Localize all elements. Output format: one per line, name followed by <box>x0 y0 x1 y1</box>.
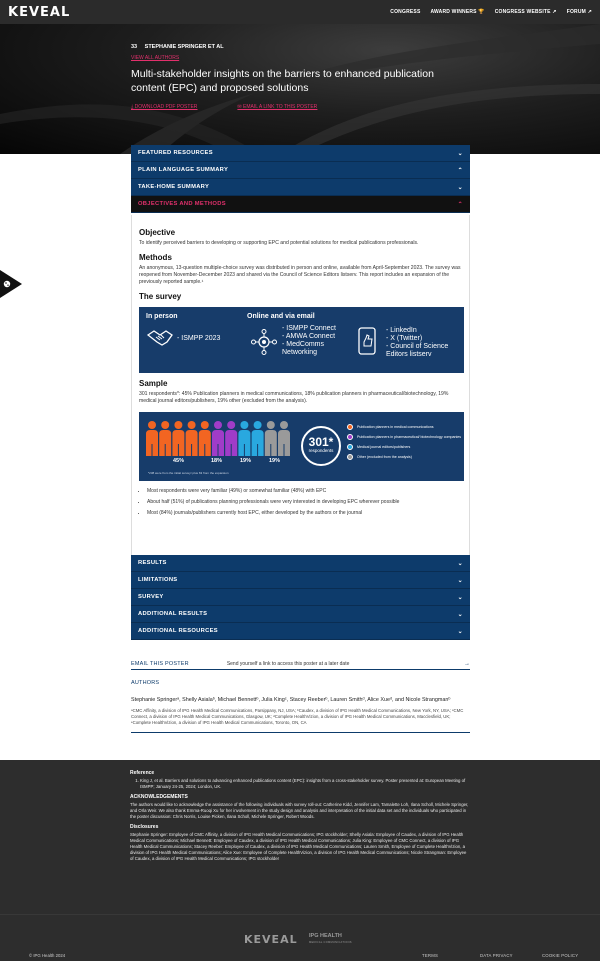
finding-item: • About half (51%) of publications planning professionals were very interested in developing EPC wherever possible <box>147 499 462 505</box>
social-item: Editors listserv <box>386 351 432 358</box>
sample-heading: Sample <box>139 379 168 388</box>
nav-link-forum[interactable]: FORUM ↗ <box>566 9 592 15</box>
authors-heading: AUTHORS <box>131 680 160 686</box>
accordion-label: LIMITATIONS <box>138 577 178 583</box>
accordion-label: FEATURED RESOURCES <box>138 150 213 156</box>
person-figure <box>172 421 184 456</box>
legend-dot <box>347 434 353 440</box>
email-poster-description: Send yourself a link to access this poster at a later date <box>226 661 350 667</box>
objective-heading: Objective <box>139 228 176 237</box>
online-item: - MedComms <box>282 341 325 348</box>
respondents-circle <box>301 426 341 466</box>
divider <box>131 732 470 733</box>
accordion-label: SURVEY <box>138 594 164 600</box>
in-person-item: - ISMPP 2023 <box>177 335 221 342</box>
respondents-label: respondents <box>308 448 334 453</box>
top-nav <box>0 0 600 24</box>
poster-author: STEPHANIE SPRINGER ET AL <box>144 44 224 50</box>
site-footer <box>0 914 600 961</box>
respondent-figures <box>145 420 295 458</box>
person-figure <box>186 421 198 456</box>
legend-label: Other (excluded from the analysis) <box>357 455 412 459</box>
chevron-down-icon: ⌄ <box>457 560 463 567</box>
ipg-name: IPG HEALTH <box>309 933 342 939</box>
references-section <box>0 760 600 914</box>
chevron-down-icon: ⌄ <box>457 611 463 618</box>
accordion-limitations[interactable] <box>131 572 470 589</box>
nav-link-award-winners[interactable]: AWARD WINNERS 🏆 <box>430 9 485 15</box>
person-figure <box>146 421 158 456</box>
person-figure <box>238 421 250 456</box>
finding-item: • Most (84%) journals/publishers currently host EPC, either developed by the authors or the journal <box>147 510 462 516</box>
methods-heading: Methods <box>139 253 172 262</box>
nav-link-congress-website[interactable]: CONGRESS WEBSITE ↗ <box>494 9 557 15</box>
online-list <box>282 325 336 357</box>
online-item: - ISMPP Connect <box>282 325 336 332</box>
person-figure <box>212 421 224 456</box>
chevron-down-icon: ⌄ <box>457 577 463 584</box>
in-person-label: In person <box>146 313 178 320</box>
accordion-top <box>131 145 470 213</box>
email-poster-label: EMAIL A LINK TO THIS POSTER <box>243 104 318 110</box>
respondents-number: 301* <box>308 435 334 449</box>
pct-other: 19% <box>269 458 281 464</box>
accordion-additional-results[interactable] <box>131 606 470 623</box>
acknowledgements-text: The authors would like to acknowledge the assistance of the following individuals with survey roll-out: Catherine Kidd, Jennifer Lam, Tamalette Loh, Ilana Scholl, Michele Springer, and Orla Weir. We also thank Emma-Ruoqi Xu for her involvement in the study design and analysis and interpretation of the initial data set and the individuals who participated in the poster discussion: Chris Norris, Louise Picken, Ilana Scholl, Michele Springer, Robert Woods. <box>130 802 469 819</box>
reference-item: 1. King J, et al. Barriers and solutions to advancing enhanced publications content (EPC): insights from a cross-stakeholder survey. Poster presented at: European Meeting of ISMPP; January 24-25, 2024; London, UK. <box>140 778 470 790</box>
ipg-sub: MEDICAL COMMUNICATIONS <box>309 941 352 944</box>
person-figure <box>225 421 237 456</box>
author-names: Stephanie Springerᵃ, Shelly Asialaᵇ, Michael Bennettᵇ, Julia Kingᶜ, Stacey Reeberᵇ, Lauren Smithᵈ, Alice Xueᵈ, and Nicole Strangmanᵇ <box>131 697 451 703</box>
sample-legend <box>347 424 462 464</box>
methods-text: An anonymous, 13-question multiple-choice survey was distributed in person and online, available from April-September 2023. The survey was reopened from November-December 2023 and shared via the Council of Science Editors listserv. This report includes an expansion of the previously reported sample.¹ <box>139 265 461 285</box>
handshake-icon <box>147 329 173 347</box>
pct-pharma: 18% <box>211 458 223 464</box>
network-icon <box>251 329 277 355</box>
email-poster-label: EMAIL THIS POSTER <box>131 661 189 667</box>
legend-item <box>347 424 462 430</box>
legend-dot <box>347 444 353 450</box>
legend-label: Medical journal editors/publishers <box>357 445 411 449</box>
pct-medcomms: 45% <box>173 458 185 464</box>
findings-list <box>139 488 462 516</box>
reference-heading: Reference <box>130 770 155 776</box>
nav-links <box>390 9 592 15</box>
chevron-up-icon: ⌃ <box>457 201 463 208</box>
person-figure <box>199 421 211 456</box>
online-item: Networking <box>282 349 318 356</box>
sample-graphic <box>139 412 464 481</box>
accordion-bottom <box>131 555 470 640</box>
cookie-settings-tab[interactable] <box>0 270 22 298</box>
chevron-down-icon: ⌄ <box>457 150 463 157</box>
social-item: - Council of Science <box>386 343 449 350</box>
accordion-objectives-and-methods[interactable] <box>131 196 470 213</box>
hero-content <box>131 44 471 110</box>
person-figure <box>252 421 264 456</box>
reference-list <box>140 778 470 790</box>
data-privacy-link[interactable]: DATA PRIVACY <box>480 953 513 958</box>
legend-dot <box>347 424 353 430</box>
view-all-authors-link[interactable]: VIEW ALL AUTHORS <box>131 55 180 61</box>
objective-text: To identify perceived barriers to developing or supporting EPC and potential solutions for medical publications professionals. <box>139 240 419 246</box>
objectives-panel <box>131 215 470 555</box>
keveal-logo[interactable]: KEVEAL <box>8 4 71 20</box>
footer-keveal-logo[interactable]: KEVEAL <box>244 933 298 946</box>
person-figure <box>278 421 290 456</box>
poster-actions <box>131 104 471 110</box>
author-affiliations: ᵃCMC Affinity, a division of IPG Health Medical Communications, Parsippany, NJ, USA; ᵇCaudex, a division of IPG Health Medical Communications, New York, NY, USA; ᶜCMC Connect, a division of IPG Health Medical Communications, Glasgow, UK; ᵈComplete HealthVizion, a division of IPG Health Medical Communications, Macclesfield, UK; ᵉComplete HealthVizion, a division of IPG Health Medical Communications, Toronto, ON, CA <box>131 708 464 725</box>
accordion-take-home-summary[interactable] <box>131 179 470 196</box>
email-poster-row[interactable] <box>131 659 470 670</box>
terms-link[interactable]: TERMS <box>422 953 439 958</box>
authors-section <box>131 680 470 733</box>
poster-meta <box>131 44 471 50</box>
legend-item <box>347 454 462 460</box>
cookie-policy-link[interactable]: COOKIE POLICY <box>542 953 579 958</box>
poster-number: 33 <box>131 44 138 50</box>
legend-label: Publication planners in medical communications <box>357 425 434 429</box>
survey-channels-graphic <box>139 307 464 373</box>
cookie-icon <box>4 281 10 287</box>
chevron-up-icon: ⌃ <box>457 167 463 174</box>
disclosures-heading: Disclosures <box>130 824 159 830</box>
accordion-results[interactable] <box>131 555 470 572</box>
social-item: - X (Twitter) <box>386 335 423 342</box>
legend-dot <box>347 454 353 460</box>
acknowledgements-heading: ACKNOWLEDGEMENTS <box>130 794 188 800</box>
download-pdf-link[interactable]: ⤓ DOWNLOAD PDF POSTER <box>131 104 198 110</box>
chevron-down-icon: ⌄ <box>457 184 463 191</box>
legend-item <box>347 434 462 440</box>
sample-note: *238 were from the initial survey¹ plus 63 from the expansion <box>148 471 229 475</box>
online-label: Online and via email <box>247 313 315 320</box>
download-pdf-label: DOWNLOAD PDF POSTER <box>134 104 198 110</box>
accordion-label: RESULTS <box>138 560 167 566</box>
copyright: © IPG Health 2024 <box>29 953 66 958</box>
nav-link-congress[interactable]: CONGRESS <box>390 9 421 15</box>
email-poster-link[interactable]: ✉ EMAIL A LINK TO THIS POSTER <box>237 104 318 110</box>
accordion-label: PLAIN LANGUAGE SUMMARY <box>138 167 229 173</box>
online-item: - AMWA Connect <box>282 333 336 340</box>
person-figure <box>159 421 171 456</box>
phone-like-icon <box>357 327 379 355</box>
accordion-label: ADDITIONAL RESOURCES <box>138 628 218 634</box>
hero-banner <box>0 24 600 154</box>
arrow-right-icon[interactable]: → <box>464 661 470 667</box>
poster-title: Multi-stakeholder insights on the barriers to enhanced publication content (EPC) and proposed solutions <box>131 68 434 94</box>
finding-item: • Most respondents were very familiar (49%) or somewhat familiar (48%) with EPC <box>147 488 462 494</box>
accordion-plain-language-summary[interactable] <box>131 162 470 179</box>
social-item: - LinkedIn <box>386 327 417 334</box>
pct-journals: 19% <box>240 458 252 464</box>
accordion-additional-resources[interactable] <box>131 623 470 640</box>
legend-label: Publication planners in pharmaceutical/ biotechnology companies <box>357 435 462 439</box>
accordion-featured-resources[interactable] <box>131 145 470 162</box>
chevron-down-icon: ⌄ <box>457 628 463 635</box>
person-figure <box>265 421 277 456</box>
accordion-label: OBJECTIVES AND METHODS <box>138 201 226 207</box>
accordion-survey[interactable] <box>131 589 470 606</box>
ipg-health-logo[interactable] <box>309 934 352 945</box>
survey-heading: The survey <box>139 292 182 301</box>
social-list <box>386 327 448 359</box>
chevron-down-icon: ⌄ <box>457 594 463 601</box>
disclosures-text: Stephanie Springer: Employee of CMC Affinity, a division of IPG Health Medical Communications; IPG stockholder; Shelly Asiala: Employee of Caudex, a division of IPG Health Medical Communications; Michael Bennett: Employee of Caudex, a division of IPG Health Medical Communications; Julia King: Employee of CMC Connect, a division of IPG Health Medical Communications; Stacey Reeber: Employee of Caudex, a division of IPG Health Medical Communications; Lauren Smith, Employee of Complete HealthVizion, a division of IPG Health Medical Communications; Alice Xue: Employee of Complete HealthVizion, a division of IPG Health Medical Communications; Nicole Strangman: Employee of Caudex, a division of IPG Health Medical Communications; IPG stockholder <box>130 832 467 861</box>
legend-item <box>347 444 462 450</box>
accordion-label: ADDITIONAL RESULTS <box>138 611 208 617</box>
accordion-label: TAKE-HOME SUMMARY <box>138 184 210 190</box>
sample-text: 301 respondents*: 45% Publication planners in medical communications, 18% publication planners in pharmaceutical/biotechnology, 19% medical journal editors/publishers, 19% other (excluded from the analysis). <box>139 391 449 404</box>
